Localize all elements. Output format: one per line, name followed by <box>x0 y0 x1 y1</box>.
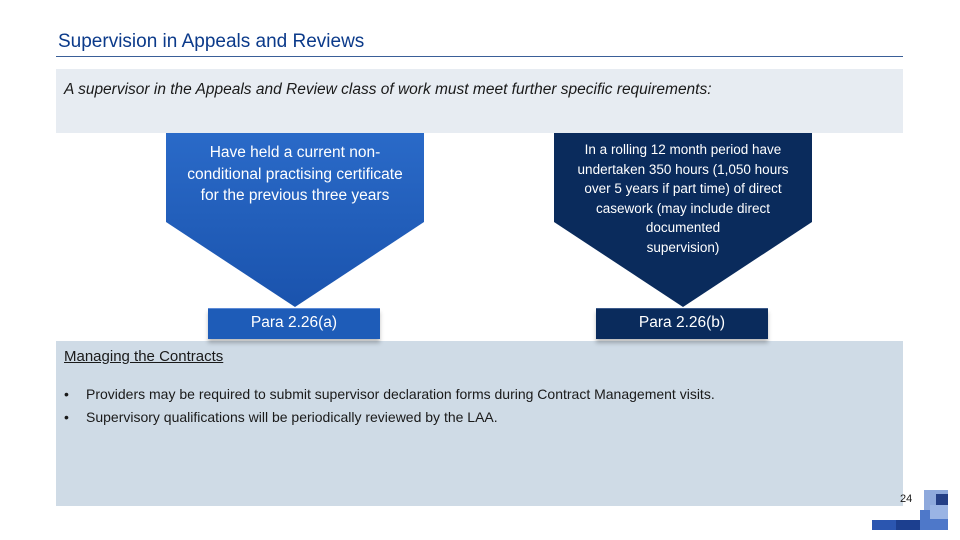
requirement-line: In a rolling 12 month period have <box>584 142 782 157</box>
intro-text: A supervisor in the Appeals and Review class of work must meet further specific requirements: <box>64 81 712 98</box>
requirement-line: over 5 years if part time) of direct <box>584 181 782 196</box>
bullet-icon: • <box>64 386 69 402</box>
requirement-line: casework (may include direct <box>595 200 771 216</box>
bullet-item <box>64 386 715 402</box>
requirement-line: Have held a current non- <box>209 144 381 161</box>
step-block <box>930 505 948 519</box>
requirement-text-right <box>556 140 810 257</box>
bullet-text: Providers may be required to submit supervisor declaration forms during Contract Management visits. <box>86 386 715 402</box>
para-reference-left: Para 2.26(a) <box>208 308 380 339</box>
para-reference-right: Para 2.26(b) <box>596 308 768 339</box>
requirement-line: for the previous three years <box>200 187 390 204</box>
contracts-heading: Managing the Contracts <box>64 348 224 365</box>
bullet-text: Supervisory qualifications will be periodically reviewed by the LAA. <box>86 409 498 425</box>
bullet-icon: • <box>64 409 69 425</box>
slide-title: Supervision in Appeals and Reviews <box>58 31 365 52</box>
requirement-line: documented <box>645 220 721 235</box>
step-block <box>896 520 920 530</box>
requirement-line: undertaken 350 hours (1,050 hours <box>577 161 789 177</box>
requirement-text-left <box>166 142 424 207</box>
requirement-line: conditional practising certificate <box>187 165 403 183</box>
requirement-line: supervision) <box>646 239 720 255</box>
page-number: 24 <box>900 493 913 505</box>
step-block <box>872 520 896 530</box>
bullet-item <box>64 409 498 425</box>
